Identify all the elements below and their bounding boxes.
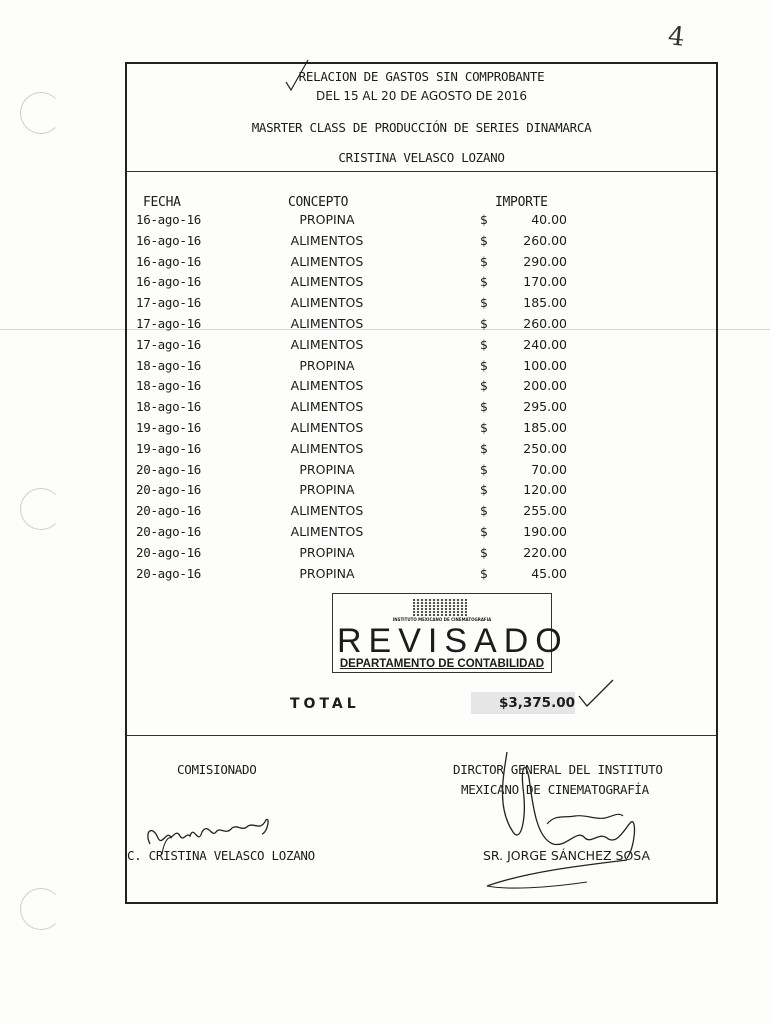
table-row [127, 543, 716, 564]
row-currency: $ [480, 565, 488, 581]
row-currency: $ [480, 378, 488, 394]
col-fecha: FECHA [143, 195, 181, 210]
table-row [127, 460, 716, 481]
punch-hole-top [20, 92, 62, 134]
check-mark-total [577, 676, 617, 710]
table-row [127, 397, 716, 418]
row-date: 16-ago-16 [136, 274, 202, 290]
report-person: CRISTINA VELASCO LOZANO [338, 150, 505, 165]
row-concept: PROPINA [299, 212, 355, 227]
expense-rows [127, 210, 716, 584]
row-amount: 295.00 [523, 399, 567, 415]
row-concept: ALIMENTOS [290, 440, 364, 456]
signature-divider [127, 735, 716, 736]
table-row [127, 480, 716, 501]
stamp-main-text: REVISADO [337, 622, 569, 660]
row-concept: PROPINA [299, 544, 355, 560]
report-period: DEL 15 AL 20 DE AGOSTO DE 2016 [316, 89, 527, 103]
row-amount: 290.00 [523, 253, 567, 269]
row-date: 20-ago-16 [136, 482, 202, 498]
table-row [127, 293, 716, 314]
row-amount: 70.00 [531, 461, 567, 477]
row-concept: ALIMENTOS [290, 336, 364, 352]
page-number: 4 [666, 21, 687, 53]
row-amount: 100.00 [523, 357, 567, 373]
row-concept: PROPINA [299, 482, 355, 498]
row-currency: $ [480, 544, 488, 560]
row-amount: 45.00 [531, 565, 567, 581]
row-currency: $ [480, 253, 488, 269]
commissioned-name: C. CRISTINA VELASCO LOZANO [127, 848, 315, 863]
table-row [127, 439, 716, 460]
director-name: SR. JORGE SÁNCHEZ SOSA [483, 848, 651, 863]
row-amount: 40.00 [531, 212, 567, 227]
table-row [127, 210, 716, 231]
row-amount: 260.00 [523, 232, 567, 248]
table-row [127, 376, 716, 397]
row-concept: ALIMENTOS [290, 378, 364, 394]
row-currency: $ [480, 336, 488, 352]
table-row [127, 272, 716, 293]
row-date: 20-ago-16 [136, 523, 202, 539]
row-date: 18-ago-16 [136, 378, 202, 394]
row-date: 20-ago-16 [136, 544, 202, 560]
row-currency: $ [480, 440, 488, 456]
header-divider [127, 171, 716, 172]
row-concept: ALIMENTOS [290, 232, 364, 248]
row-concept: ALIMENTOS [290, 503, 364, 519]
row-date: 17-ago-16 [136, 336, 202, 352]
director-signature [467, 748, 667, 898]
row-currency: $ [480, 419, 488, 435]
row-currency: $ [480, 232, 488, 248]
revisado-stamp [332, 593, 569, 673]
row-currency: $ [480, 295, 488, 311]
row-amount: 255.00 [523, 503, 567, 519]
row-currency: $ [480, 357, 488, 373]
row-currency: $ [480, 274, 488, 290]
row-amount: 185.00 [523, 419, 567, 435]
row-amount: 170.00 [523, 274, 567, 290]
row-currency: $ [480, 212, 488, 227]
col-concepto: CONCEPTO [288, 195, 349, 210]
punch-hole-middle [20, 488, 62, 530]
row-concept: ALIMENTOS [290, 399, 364, 415]
row-amount: 120.00 [523, 482, 567, 498]
report-title: RELACION DE GASTOS SIN COMPROBANTE [298, 69, 545, 84]
commissioned-role: COMISIONADO [177, 762, 257, 777]
table-row [127, 335, 716, 356]
expense-report [125, 62, 718, 904]
stamp-institution: INSTITUTO MEXICANO DE CINEMATOGRAFIA [392, 617, 492, 622]
table-row [127, 231, 716, 252]
table-row [127, 314, 716, 335]
table-row [127, 501, 716, 522]
row-concept: ALIMENTOS [290, 253, 364, 269]
row-currency: $ [480, 399, 488, 415]
row-amount: 190.00 [523, 523, 567, 539]
col-importe: IMPORTE [495, 195, 548, 210]
row-currency: $ [480, 503, 488, 519]
director-role-line1: DIRCTOR GENERAL DEL INSTITUTO [453, 762, 663, 777]
row-currency: $ [480, 461, 488, 477]
row-amount: 260.00 [523, 315, 567, 331]
total-value: $3,375.00 [498, 695, 575, 711]
row-concept: PROPINA [299, 357, 355, 373]
row-amount: 185.00 [523, 295, 567, 311]
commissioned-signature [142, 802, 322, 862]
row-concept: PROPINA [299, 565, 355, 581]
stamp-department: DEPARTAMENTO DE CONTABILIDAD [339, 658, 545, 670]
row-date: 16-ago-16 [136, 253, 202, 269]
row-amount: 250.00 [523, 440, 567, 456]
row-concept: ALIMENTOS [290, 315, 364, 331]
table-row [127, 356, 716, 377]
table-row [127, 252, 716, 273]
row-amount: 200.00 [523, 378, 567, 394]
row-date: 19-ago-16 [136, 440, 202, 456]
row-date: 17-ago-16 [136, 315, 202, 331]
row-concept: ALIMENTOS [290, 295, 364, 311]
row-date: 16-ago-16 [136, 212, 202, 227]
table-row [127, 564, 716, 585]
row-date: 19-ago-16 [136, 419, 202, 435]
row-date: 20-ago-16 [136, 565, 202, 581]
row-date: 20-ago-16 [136, 503, 202, 519]
stamp-barcode [413, 598, 467, 616]
row-concept: ALIMENTOS [290, 419, 364, 435]
row-date: 20-ago-16 [136, 461, 202, 477]
row-date: 17-ago-16 [136, 295, 202, 311]
row-date: 18-ago-16 [136, 399, 202, 415]
table-row [127, 418, 716, 439]
row-concept: ALIMENTOS [290, 523, 364, 539]
punch-hole-bottom [20, 888, 62, 930]
report-program: MASRTER CLASS DE PRODUCCIÓN DE SERIES DINAMARCA [251, 120, 592, 135]
row-concept: ALIMENTOS [290, 274, 364, 290]
row-currency: $ [480, 482, 488, 498]
row-amount: 220.00 [523, 544, 567, 560]
row-currency: $ [480, 315, 488, 331]
row-date: 18-ago-16 [136, 357, 202, 373]
row-amount: 240.00 [523, 336, 567, 352]
row-currency: $ [480, 523, 488, 539]
row-date: 16-ago-16 [136, 232, 202, 248]
total-label: TOTAL [290, 696, 360, 712]
table-row [127, 522, 716, 543]
check-mark-title [282, 56, 312, 96]
row-concept: PROPINA [299, 461, 355, 477]
director-role-line2: MEXICANO DE CINEMATOGRAFÍA [461, 782, 649, 797]
